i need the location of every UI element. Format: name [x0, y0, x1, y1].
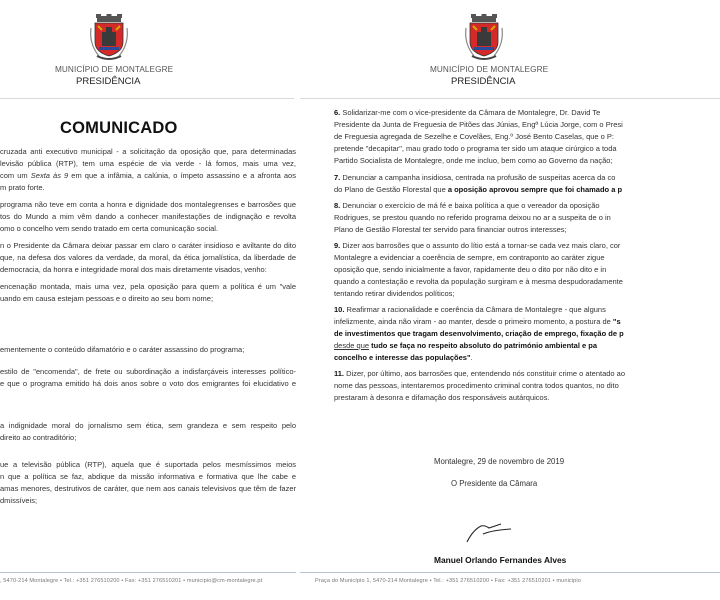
letterhead [300, 0, 720, 100]
text-line: oposição que, sendo inicialmente a favor, rapidamente deu o dito por não dito e in [334, 265, 607, 274]
text-line: encenação montada, mais uma vez, pela oposição para quem a política é um "vale [0, 282, 296, 291]
municipality-name: MUNICÍPIO DE MONTALEGRE [55, 65, 174, 74]
paragraph [0, 366, 296, 390]
text-line: 9. Dizer aos barrosões que o assunto do lítio está a tornar-se cada vez mais claro, cor [334, 241, 621, 250]
text-line: n que a política se faz, abdique da missão informativa e formativa que lhe cabe e [0, 472, 296, 481]
list-item [334, 368, 626, 404]
document-page-right [304, 0, 626, 600]
text-line: nome das pessoas, intentaremos procedimento criminal contra todos quantos, no dito [334, 381, 619, 390]
footer-contact: , 5470-214 Montalegre • Tel.: +351 276510200 • Fax: +351 276510201 • municipio@cm-montalegre.pt [0, 578, 263, 584]
text-line: ue a televisão pública (RTP), aquela que é suportada pelos mesmíssimos meios [0, 460, 296, 469]
paragraph [0, 146, 296, 194]
header-divider [0, 98, 294, 99]
office-name: PRESIDÊNCIA [451, 76, 516, 87]
text-line: 7. Denunciar a campanha insidiosa, centrada na profusão de suspeitas acerca da co [334, 173, 616, 182]
text-line: Montalegre a evidenciar a coerência de sempre, em contraponto ao caráter zigue [334, 253, 605, 262]
text-line: 10. Reafirmar a racionalidade e coerência da Câmara de Montalegre - que alguns [334, 305, 606, 314]
text-line: de Freguesia agregada de Sezelhe e Covelães, Eng.º José Bento Caselas, que o P: [334, 132, 615, 141]
list-item [334, 172, 623, 196]
list-item [334, 240, 623, 300]
signatory-name: Manuel Orlando Fernandes Alves [434, 555, 567, 565]
text-line: Rodrigues, se prestou quando no referido programa deixou no ar a suspeita de o in [334, 213, 611, 222]
office-name: PRESIDÊNCIA [76, 76, 141, 87]
document-title: COMUNICADO [60, 119, 178, 137]
list-item [334, 304, 624, 364]
text-line: programa não teve em conta a honra e dignidade dos montalegrenses e barrosões que [0, 200, 296, 209]
text-line: do Plano de Gestão Florestal que a oposição aprovou sempre que foi chamado a p [334, 185, 623, 194]
text-line: de investimentos que tragam desenvolvimento, criação de emprego, fixação de p [334, 329, 624, 338]
letterhead [0, 0, 296, 100]
text-line: n o Presidente da Câmara deixar passar em claro o caráter insidioso e aviltante do dito [0, 241, 296, 250]
text-line: tos do Mundo a mim vêm dando a conhecer manifestações de indignação e revolta [0, 212, 296, 221]
text-line: 6. Solidarizar-me com o vice-presidente da Câmara de Montalegre, Dr. David Te [334, 108, 601, 117]
item-number: 8. [334, 201, 341, 210]
list-item [334, 107, 623, 167]
text-line: cruzada anti executivo municipal - a solicitação da oposição que, para determinadas [0, 147, 296, 156]
item-number: 7. [334, 173, 341, 182]
footer-divider [300, 572, 720, 573]
text-line: amas menores, destrutivos de caráter, que nem aos canais televisivos que têm de fazer [0, 484, 296, 493]
signatory-title: O Presidente da Câmara [451, 479, 538, 488]
text-line: levisão pública (RTP), tem uma espécie de via verde - lá fomos, mais uma vez, [0, 159, 296, 168]
text-line: a indignidade moral do jornalismo sem ética, sem grandeza e sem respeito pelo [0, 421, 296, 430]
text-line: desde que tudo se faça no respeito absoluto do património ambiental e pa [334, 341, 597, 350]
text-line: Presidente da Junta de Freguesia de Pitões das Júnias, Engª Lúcia Jorge, com o Presi [334, 120, 623, 129]
text-line: infelizmente, ainda não viram - ao manter, desde o primeiro momento, a postura de "s [334, 317, 621, 326]
text-line: democracia, da honra e integridade moral dos mais diretamente visados, venho: [0, 265, 267, 274]
list-item [334, 200, 611, 236]
text-line: concelho e interesse das populações". [334, 353, 473, 362]
text-line: uando em causa estejam pessoas e o direito ao seu bom nome; [0, 294, 214, 303]
text-line: direito ao contraditório; [0, 433, 77, 442]
signature-image [465, 520, 515, 544]
item-number: 6. [334, 108, 341, 117]
text-line: dmissíveis; [0, 496, 38, 505]
document-page-left [0, 0, 296, 600]
text-line: prestaram à desonra e difamação dos responsáveis autárquicos. [334, 393, 550, 402]
footer-divider [0, 572, 296, 573]
text-line: e que o programa emitido há dois anos sobre o voto dos emigrantes foi elucidativo e [0, 379, 296, 388]
municipal-crest-icon [89, 14, 129, 62]
item-number: 10. [334, 305, 345, 314]
text-line: que, na defesa dos valores da verdade, da moral, da ética jornalística, da liberdade de [0, 253, 296, 262]
paragraph [0, 344, 296, 356]
place-date: Montalegre, 29 de novembro de 2019 [434, 457, 565, 466]
paragraph [0, 420, 296, 444]
header-divider [300, 98, 720, 99]
text-line: pretende "decapitar", mau grado todo o programa ter sido um ataque cirúrgico a toda [334, 144, 617, 153]
footer-contact: Praça do Município 1, 5470-214 Montalegre • Tel.: +351 276510200 • Fax: +351 276510201 • municipio [315, 578, 581, 584]
text-line: m prato forte. [0, 183, 45, 192]
text-line: Plano de Gestão Florestal ter servido para financiar outros interesses; [334, 225, 567, 234]
text-line: quando a contestação e revolta da população surgiram e à mesma despudoradamente [334, 277, 623, 286]
text-line: ementemente o conteúdo difamatório e o caráter assassino do programa; [0, 345, 245, 354]
text-line: 8. Denunciar o exercício de má fé e baixa política a que o vereador da oposição [334, 201, 600, 210]
municipality-name: MUNICÍPIO DE MONTALEGRE [430, 65, 549, 74]
text-line: 11. Dizer, por último, aos barrosões que, entendendo nós constituir crime o atentado ao [334, 369, 626, 378]
text-line: tentando retirar dividendos políticos; [334, 289, 455, 298]
paragraph [0, 281, 296, 305]
text-line: omo o concelho vem sendo tratado em certa comunicação social. [0, 224, 219, 233]
item-number: 9. [334, 241, 341, 250]
municipal-crest-icon [464, 14, 504, 62]
paragraph [0, 199, 296, 235]
text-line: estilo de "encomenda", de frete ou subordinação a indisfarçáveis interesses político- [0, 367, 296, 376]
text-line: Partido Socialista de Montalegre, onde me incluo, bem como ao Governo da nação; [334, 156, 613, 165]
paragraph [0, 240, 296, 276]
paragraph [0, 459, 296, 507]
item-number: 11. [334, 369, 345, 378]
text-line: com um Sexta às 9 em que a infâmia, a calúnia, o ímpeto assassino e a afronta aos [0, 171, 296, 180]
